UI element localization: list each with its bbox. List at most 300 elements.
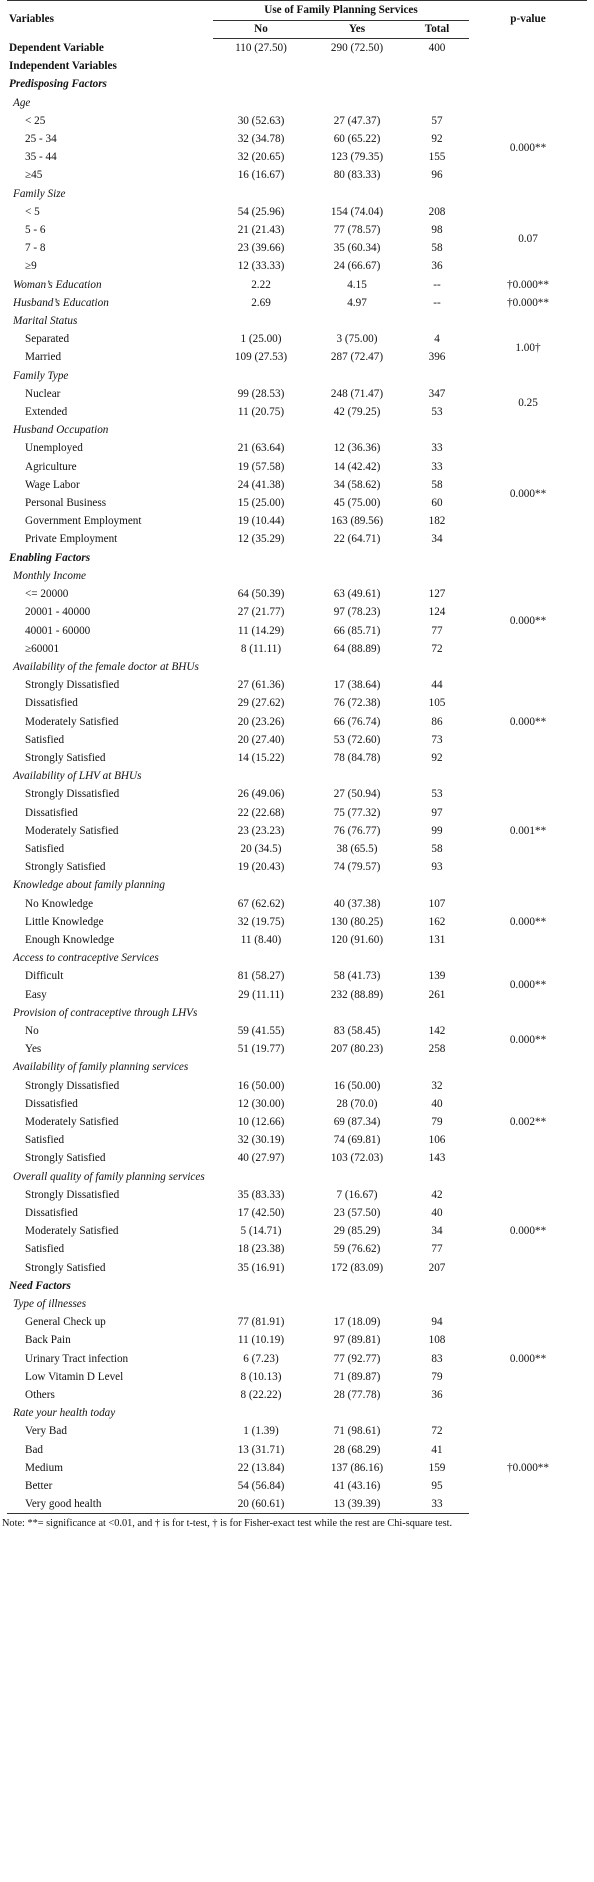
cell-total: 53: [431, 788, 443, 801]
cell-no: 12 (33.33): [237, 260, 285, 273]
cell-yes: [309, 567, 405, 585]
row-label: Strongly Dissatisfied: [25, 1188, 120, 1201]
cell-total: 108: [428, 1334, 446, 1347]
cell-yes: [309, 549, 405, 567]
row-label: Moderately Satisfied: [25, 824, 119, 837]
cell-total: 4: [434, 333, 440, 346]
cell-total: --: [433, 296, 441, 309]
cell-yes: 63 (49.61): [333, 588, 381, 601]
row-label: Moderately Satisfied: [25, 715, 119, 728]
cell-total: 36: [431, 1389, 443, 1402]
cell-no: 8 (11.11): [240, 642, 282, 655]
cell-no: 81 (58.27): [237, 970, 285, 983]
cell-yes: 103 (72.03): [330, 1152, 384, 1165]
cell-no: 11 (10.19): [237, 1334, 285, 1347]
cell-no: 20 (34.5): [240, 842, 282, 855]
cell-total: 261: [428, 988, 446, 1001]
row-label: Knowledge about family planning: [13, 879, 165, 892]
cell-no: 24 (41.38): [237, 478, 285, 491]
cell-yes: 64 (88.89): [333, 642, 381, 655]
cell-total: 124: [428, 606, 446, 619]
cell-total: 155: [428, 151, 446, 164]
cell-yes: [309, 1404, 405, 1422]
table-row: [7, 75, 587, 93]
cell-p-value: 1.00†: [515, 342, 541, 355]
row-label: Medium: [25, 1461, 63, 1474]
cell-no: 1 (1.39): [243, 1425, 279, 1438]
cell-no: 23 (23.23): [237, 824, 285, 837]
row-label: Unemployed: [25, 442, 83, 455]
table-footnote: Note: **= significance at <0.01, and † is for t-test, † is for Fisher-exact test while the rest are Chi-square test.: [2, 1518, 453, 1530]
table-row: [7, 367, 587, 385]
cell-no: 12 (35.29): [237, 533, 285, 546]
cell-total: 42: [431, 1188, 443, 1201]
table-row: [7, 1058, 587, 1076]
cell-yes: [309, 1168, 405, 1186]
cell-no: [213, 75, 309, 93]
cell-total: 400: [428, 42, 446, 54]
cell-no: 16 (50.00): [237, 1079, 285, 1092]
table-row: [7, 312, 587, 330]
cell-total: 99: [431, 824, 443, 837]
cell-no: 8 (22.22): [240, 1389, 282, 1402]
row-label: Low Vitamin D Level: [25, 1370, 124, 1383]
cell-total: 98: [431, 224, 443, 237]
table-row: [7, 439, 587, 457]
cell-yes: 29 (85.29): [333, 1225, 381, 1238]
cell-no: 19 (57.58): [237, 460, 285, 473]
cell-no: [213, 949, 309, 967]
cell-no: 110 (27.50): [235, 42, 287, 54]
cell-total: 33: [405, 1495, 469, 1514]
row-label: Personal Business: [25, 497, 107, 510]
cell-no: 35 (83.33): [237, 1188, 285, 1201]
row-label: Age: [13, 96, 31, 109]
cell-yes: [309, 876, 405, 894]
row-label: 25 - 34: [25, 133, 57, 146]
cell-yes: 22 (64.71): [333, 533, 381, 546]
row-label: Better: [25, 1480, 53, 1493]
cell-p-value: [469, 75, 587, 93]
cell-total: 182: [428, 515, 446, 528]
table-row: [7, 1422, 587, 1440]
row-label: <= 20000: [25, 588, 69, 601]
cell-no: 40 (27.97): [237, 1152, 285, 1165]
cell-no: [213, 1277, 309, 1295]
row-label: Difficult: [25, 970, 64, 983]
row-label: Yes: [25, 1043, 42, 1056]
row-label: Husband’s Education: [13, 296, 109, 309]
cell-total: 58: [431, 242, 443, 255]
cell-p-value: [469, 1168, 587, 1186]
cell-total: 33: [431, 460, 443, 473]
cell-yes: 59 (76.62): [333, 1243, 381, 1256]
row-label: Monthly Income: [13, 569, 87, 582]
cell-p-value: [469, 421, 587, 439]
cell-no: 16 (16.67): [237, 169, 285, 182]
cell-yes: 38 (65.5): [336, 842, 378, 855]
row-label: Marital Status: [13, 315, 78, 328]
row-label: Very Bad: [25, 1425, 67, 1438]
cell-yes: 35 (60.34): [333, 242, 381, 255]
cell-total: 208: [428, 205, 446, 218]
cell-yes: 172 (83.09): [330, 1261, 384, 1274]
table-row: [7, 39, 587, 58]
cell-total: 131: [428, 933, 446, 946]
row-label: Predisposing Factors: [9, 78, 107, 91]
cell-yes: 41 (43.16): [333, 1480, 381, 1493]
cell-total: 86: [431, 715, 443, 728]
row-label: Separated: [25, 333, 70, 346]
cell-total: [405, 1168, 469, 1186]
cell-yes: 77 (92.77): [333, 1352, 381, 1365]
table-row: [7, 567, 587, 585]
table-row: [7, 967, 587, 985]
cell-yes: 34 (58.62): [333, 478, 381, 491]
row-label: Satisfied: [25, 1243, 65, 1256]
cell-total: 258: [428, 1043, 446, 1056]
table-row: [7, 385, 587, 403]
cell-total: [405, 57, 469, 75]
cell-p-value: 0.07: [518, 233, 538, 246]
row-label: Enough Knowledge: [25, 933, 115, 946]
cell-no: 20 (23.26): [237, 715, 285, 728]
cell-yes: 97 (78.23): [333, 606, 381, 619]
cell-yes: 13 (39.39): [309, 1495, 405, 1514]
cell-p-value: [469, 1277, 587, 1295]
cell-total: 347: [428, 387, 446, 400]
row-label: Woman’s Education: [13, 278, 102, 291]
cell-yes: 83 (58.45): [333, 1024, 381, 1037]
cell-total: 96: [431, 169, 443, 182]
cell-total: 32: [431, 1079, 443, 1092]
table-row: [7, 1313, 587, 1331]
row-label: Independent Variables: [9, 60, 117, 73]
cell-yes: [309, 367, 405, 385]
cell-yes: [309, 94, 405, 112]
row-label: Dissatisfied: [25, 1097, 78, 1110]
row-label: Easy: [25, 988, 47, 1001]
cell-p-value: [469, 1058, 587, 1076]
cell-p-value: [469, 549, 587, 567]
cell-total: [405, 567, 469, 585]
cell-no: 35 (16.91): [237, 1261, 285, 1274]
cell-yes: 27 (50.94): [333, 788, 381, 801]
row-label: Back Pain: [25, 1334, 71, 1347]
cell-total: [405, 549, 469, 567]
cell-yes: 78 (84.78): [333, 751, 381, 764]
cell-no: [213, 94, 309, 112]
cell-yes: 97 (89.81): [333, 1334, 381, 1347]
row-label: Private Employment: [25, 533, 118, 546]
row-label: Government Employment: [25, 515, 142, 528]
cell-yes: 4.97: [347, 296, 367, 309]
row-label: < 5: [25, 205, 40, 218]
cell-no: 17 (42.50): [237, 1207, 285, 1219]
cell-p-value: [469, 876, 587, 894]
cell-no: [213, 57, 309, 75]
row-label: ≥45: [25, 169, 43, 182]
row-label: 7 - 8: [25, 242, 46, 255]
cell-yes: 290 (72.50): [330, 42, 384, 54]
cell-total: [405, 1404, 469, 1422]
cell-p-value: [469, 949, 587, 967]
row-label: Extended: [25, 406, 68, 419]
row-label: No: [25, 1024, 39, 1037]
cell-yes: [309, 421, 405, 439]
cell-no: 99 (28.53): [237, 387, 285, 400]
row-label: 20001 - 40000: [25, 606, 91, 619]
cell-total: 107: [428, 897, 446, 910]
cell-no: 11 (14.29): [237, 624, 285, 637]
cell-p-value: †0.000**: [507, 278, 549, 291]
cell-total: 34: [431, 1225, 443, 1238]
table-row: [7, 94, 587, 112]
cell-yes: 60 (65.22): [333, 133, 381, 146]
table-row: [7, 330, 587, 348]
cell-total: [405, 1295, 469, 1313]
cell-no: 23 (39.66): [237, 242, 285, 255]
cell-yes: 69 (87.34): [333, 1115, 381, 1128]
cell-total: 36: [431, 260, 443, 273]
cell-yes: [309, 312, 405, 330]
table-row: [7, 785, 587, 803]
cell-yes: 163 (89.56): [330, 515, 384, 528]
table-row: [7, 57, 587, 75]
cell-yes: 24 (66.67): [333, 260, 381, 273]
row-label: Strongly Satisfied: [25, 751, 106, 764]
row-label: Satisfied: [25, 1134, 65, 1147]
cell-yes: 76 (72.38): [333, 697, 381, 710]
cell-yes: [309, 57, 405, 75]
cell-p-value: [469, 1004, 587, 1022]
row-label: Moderately Satisfied: [25, 1225, 119, 1238]
cell-yes: 154 (74.04): [330, 205, 384, 218]
cell-p-value: [469, 367, 587, 385]
cell-total: [405, 1004, 469, 1022]
cell-no: [213, 312, 309, 330]
row-label: 35 - 44: [25, 151, 57, 164]
cell-total: [405, 185, 469, 203]
row-label: Strongly Satisfied: [25, 1152, 106, 1165]
row-label: Very good health: [7, 1495, 213, 1514]
cell-total: 77: [431, 624, 443, 637]
cell-no: 10 (12.66): [237, 1115, 285, 1128]
cell-no: 59 (41.55): [237, 1024, 285, 1037]
row-label: Availability of LHV at BHUs: [13, 770, 142, 783]
row-label: Overall quality of family planning services: [13, 1170, 205, 1183]
total-header: Total: [405, 21, 469, 39]
cell-p-value: 0.000**: [509, 1352, 547, 1365]
cell-no: 20 (60.61): [213, 1495, 309, 1514]
cell-no: 51 (19.77): [237, 1043, 285, 1056]
cell-no: 5 (14.71): [240, 1225, 282, 1238]
table-row: [7, 185, 587, 203]
table-row: [7, 876, 587, 894]
cell-no: 109 (27.53): [234, 351, 288, 364]
cell-yes: 45 (75.00): [333, 497, 381, 510]
cell-total: 40: [431, 1097, 443, 1110]
cell-yes: 27 (47.37): [333, 114, 381, 127]
yes-header: Yes: [309, 21, 405, 39]
cell-total: 73: [431, 733, 443, 746]
cell-total: 143: [428, 1152, 446, 1165]
cell-total: 396: [428, 351, 446, 364]
cell-no: 29 (11.11): [238, 988, 284, 1001]
cell-no: 20 (27.40): [237, 733, 285, 746]
row-label: Dissatisfied: [25, 1207, 78, 1219]
cell-total: [405, 75, 469, 93]
cell-yes: 74 (69.81): [333, 1134, 381, 1147]
cell-p-value: 0.25: [518, 396, 538, 409]
row-label: Dissatisfied: [25, 806, 78, 819]
cell-yes: 80 (83.33): [333, 169, 381, 182]
cell-p-value: 0.002**: [509, 1115, 547, 1128]
table-body: [7, 39, 587, 1514]
cell-total: [405, 94, 469, 112]
table-row: [7, 1022, 587, 1040]
cell-p-value: 0.000**: [509, 142, 547, 155]
row-label: Nuclear: [25, 387, 61, 400]
cell-no: [213, 1004, 309, 1022]
row-label: 40001 - 60000: [25, 624, 91, 637]
table-row: [7, 549, 587, 567]
table-row: [7, 112, 587, 130]
row-label: Provision of contraceptive through LHVs: [13, 1006, 198, 1019]
cell-yes: [309, 1295, 405, 1313]
cell-yes: 66 (76.74): [333, 715, 381, 728]
table-row: [7, 949, 587, 967]
cell-total: [405, 312, 469, 330]
row-label: General Check up: [25, 1316, 106, 1329]
cell-total: 159: [428, 1461, 446, 1474]
row-label: Strongly Dissatisfied: [25, 679, 120, 692]
table-row: [7, 1404, 587, 1422]
cell-total: [405, 421, 469, 439]
cell-yes: 4.15: [347, 278, 367, 291]
row-label: Bad: [25, 1443, 44, 1456]
row-label: Availability of the female doctor at BHUs: [13, 660, 199, 673]
cell-no: [213, 1058, 309, 1076]
cell-no: [213, 1168, 309, 1186]
cell-total: 162: [428, 915, 446, 928]
row-label: Little Knowledge: [25, 915, 104, 928]
row-label: ≥9: [25, 260, 37, 273]
cell-no: [213, 1404, 309, 1422]
cell-p-value: [469, 767, 587, 785]
cell-yes: 58 (41.73): [333, 970, 381, 983]
cell-no: 27 (21.77): [237, 606, 285, 619]
cell-yes: [309, 1004, 405, 1022]
cell-no: 2.22: [251, 278, 271, 291]
table-container: [2, 0, 587, 1531]
cell-p-value: 0.000**: [509, 615, 547, 628]
cell-total: 60: [431, 497, 443, 510]
cell-total: 58: [431, 842, 443, 855]
cell-no: 27 (61.36): [237, 679, 285, 692]
cell-yes: 71 (98.61): [333, 1425, 381, 1438]
cell-no: 13 (31.71): [237, 1443, 285, 1456]
cell-yes: 77 (78.57): [333, 224, 381, 237]
row-label: Satisfied: [25, 842, 65, 855]
cell-yes: [309, 767, 405, 785]
cell-total: [405, 949, 469, 967]
cell-p-value: 0.000**: [509, 915, 547, 928]
row-label: Agriculture: [25, 460, 77, 473]
cell-no: 14 (15.22): [237, 751, 285, 764]
no-header: No: [213, 21, 309, 39]
cell-p-value: [469, 312, 587, 330]
cell-no: 32 (19.75): [237, 915, 285, 928]
cell-no: [213, 421, 309, 439]
cell-p-value: [469, 658, 587, 676]
table-row: [7, 1295, 587, 1313]
cell-no: 11 (20.75): [237, 406, 285, 419]
cell-total: 44: [431, 679, 443, 692]
cell-p-value: [469, 185, 587, 203]
cell-total: [405, 367, 469, 385]
cell-total: 58: [431, 478, 443, 491]
row-label: Wage Labor: [25, 478, 80, 491]
cell-no: [213, 549, 309, 567]
cell-yes: 71 (89.87): [333, 1370, 381, 1383]
cell-total: 83: [431, 1352, 443, 1365]
cell-no: 19 (10.44): [237, 515, 285, 528]
cell-total: 139: [428, 970, 446, 983]
table-row: [7, 767, 587, 785]
cell-no: 64 (50.39): [237, 588, 285, 601]
cell-yes: 17 (18.09): [333, 1316, 381, 1329]
cell-total: 79: [431, 1370, 443, 1383]
cell-no: 29 (27.62): [237, 697, 285, 710]
row-label: Family Size: [13, 187, 66, 200]
cell-yes: [309, 1277, 405, 1295]
cell-total: 94: [431, 1316, 443, 1329]
cell-total: 105: [428, 697, 446, 710]
cell-total: 34: [431, 533, 443, 546]
cell-yes: [309, 949, 405, 967]
table-row: [7, 1277, 587, 1295]
cell-yes: 42 (79.25): [333, 406, 381, 419]
cell-yes: 28 (68.29): [333, 1443, 381, 1456]
cell-total: [405, 1277, 469, 1295]
table-row: [7, 1004, 587, 1022]
cell-yes: 40 (37.38): [333, 897, 381, 910]
cell-no: 6 (7.23): [243, 1352, 279, 1365]
cell-no: 21 (21.43): [237, 224, 285, 237]
cell-p-value: [469, 39, 587, 58]
cell-no: [213, 185, 309, 203]
cell-yes: 23 (57.50): [333, 1207, 381, 1219]
row-label: Type of illnesses: [13, 1298, 87, 1311]
row-label: Others: [25, 1389, 55, 1402]
cell-total: 77: [431, 1243, 443, 1256]
table-row: [7, 203, 587, 221]
cell-total: 53: [431, 406, 443, 419]
cell-total: 92: [431, 751, 443, 764]
cell-no: [213, 876, 309, 894]
cell-no: 1 (25.00): [240, 333, 282, 346]
cell-total: 97: [431, 806, 443, 819]
cell-no: [213, 567, 309, 585]
cell-no: 12 (30.00): [237, 1097, 285, 1110]
row-label: Access to contraceptive Services: [13, 952, 159, 965]
cell-yes: 207 (80.23): [330, 1043, 384, 1056]
cell-yes: 137 (86.16): [330, 1461, 384, 1474]
cell-no: 8 (10.13): [240, 1370, 282, 1383]
cell-p-value: 0.000**: [509, 487, 547, 500]
cell-total: 40: [431, 1207, 443, 1219]
